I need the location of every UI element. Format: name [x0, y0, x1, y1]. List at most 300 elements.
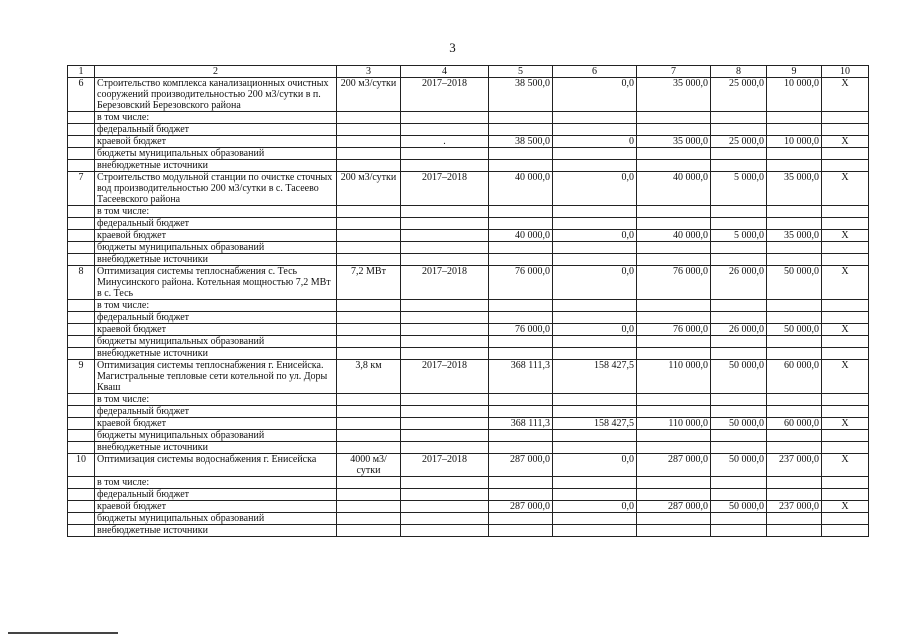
table-cell: 0,0 [553, 230, 637, 242]
table-cell: федеральный бюджет [95, 218, 337, 230]
table-cell [822, 513, 869, 525]
table-cell: 200 м3/сутки [337, 172, 401, 206]
table-cell: 50 000,0 [711, 501, 767, 513]
table-cell [337, 525, 401, 537]
table-cell: 10 [68, 454, 95, 477]
table-cell [68, 230, 95, 242]
table-cell [553, 206, 637, 218]
table-cell: 368 111,3 [489, 418, 553, 430]
table-cell: 287 000,0 [489, 454, 553, 477]
table-cell: 6 [68, 78, 95, 112]
table-subrow [68, 525, 869, 537]
table-subrow [68, 218, 869, 230]
table-cell [767, 254, 822, 266]
table-cell [68, 124, 95, 136]
table-cell: федеральный бюджет [95, 406, 337, 418]
table-cell [553, 489, 637, 501]
table-cell [68, 336, 95, 348]
table-cell: 3,8 км [337, 360, 401, 394]
table-cell [68, 148, 95, 160]
table-cell [822, 442, 869, 454]
table-cell: 4000 м3/сутки [337, 454, 401, 477]
table-cell: 50 000,0 [711, 360, 767, 394]
table-cell: Х [822, 454, 869, 477]
table-cell: 0,0 [553, 324, 637, 336]
table-cell [822, 242, 869, 254]
table-cell [553, 300, 637, 312]
table-cell [489, 348, 553, 360]
table-cell [637, 394, 711, 406]
table-cell: 0,0 [553, 266, 637, 300]
table-cell: 35 000,0 [767, 230, 822, 242]
table-cell [489, 300, 553, 312]
table-cell [553, 430, 637, 442]
table-cell [711, 218, 767, 230]
table-cell [767, 160, 822, 172]
table-cell [68, 348, 95, 360]
table-cell: 35 000,0 [637, 136, 711, 148]
table-cell [637, 406, 711, 418]
table-cell [767, 148, 822, 160]
table-cell [767, 124, 822, 136]
table-cell [711, 148, 767, 160]
table-cell [401, 442, 489, 454]
table-cell [822, 525, 869, 537]
table-cell [822, 124, 869, 136]
table-subrow [68, 430, 869, 442]
table-cell: Оптимизация системы теплоснабжения г. Енисейска. Магистральные тепловые сети котельной по ул. Доры Кваш [95, 360, 337, 394]
table-cell [822, 489, 869, 501]
table-cell: в том числе: [95, 394, 337, 406]
table-cell: 0,0 [553, 172, 637, 206]
table-cell [637, 477, 711, 489]
table-cell [337, 242, 401, 254]
table-cell [337, 406, 401, 418]
table-cell [401, 501, 489, 513]
table-cell [711, 348, 767, 360]
table-cell [68, 442, 95, 454]
table-cell [489, 430, 553, 442]
table-cell [553, 336, 637, 348]
table-cell [822, 430, 869, 442]
table-cell [767, 242, 822, 254]
table-row [68, 360, 869, 394]
table-cell: 40 000,0 [489, 172, 553, 206]
table-cell [401, 513, 489, 525]
table-cell [637, 525, 711, 537]
table-cell: краевой бюджет [95, 418, 337, 430]
table-cell: Строительство модульной станции по очистке сточных вод производительностью 200 м3/сутки в с. Тасеево Тасеевского района [95, 172, 337, 206]
table-cell: Х [822, 360, 869, 394]
table-cell [401, 430, 489, 442]
table-cell: Х [822, 172, 869, 206]
table-cell [337, 477, 401, 489]
table-cell [767, 218, 822, 230]
table-cell [711, 160, 767, 172]
table-cell [337, 489, 401, 501]
table-cell [68, 218, 95, 230]
table-cell [637, 218, 711, 230]
table-cell: краевой бюджет [95, 230, 337, 242]
table-cell [68, 525, 95, 537]
table-cell [553, 312, 637, 324]
table-cell [401, 148, 489, 160]
table-subrow [68, 406, 869, 418]
header-cell: 8 [711, 66, 767, 78]
table-cell [637, 112, 711, 124]
table-cell: 237 000,0 [767, 454, 822, 477]
header-cell: 3 [337, 66, 401, 78]
table-cell [401, 112, 489, 124]
table-cell: 60 000,0 [767, 360, 822, 394]
table-cell [553, 477, 637, 489]
table-cell: 26 000,0 [711, 324, 767, 336]
table-cell: 40 000,0 [637, 230, 711, 242]
table-cell: Х [822, 501, 869, 513]
table-cell [68, 394, 95, 406]
table-cell: 2017–2018 [401, 360, 489, 394]
table-subrow [68, 230, 869, 242]
table-cell: Х [822, 136, 869, 148]
table-subrow [68, 324, 869, 336]
table-row [68, 172, 869, 206]
table-cell: федеральный бюджет [95, 312, 337, 324]
table-cell [711, 312, 767, 324]
table-subrow [68, 300, 869, 312]
table-cell [68, 406, 95, 418]
table-cell: 50 000,0 [767, 266, 822, 300]
table-cell [711, 430, 767, 442]
table-cell [767, 513, 822, 525]
table-cell [337, 218, 401, 230]
table-cell [822, 148, 869, 160]
table-cell [637, 336, 711, 348]
table-cell [822, 300, 869, 312]
table-cell: бюджеты муниципальных образований [95, 148, 337, 160]
table-cell [553, 394, 637, 406]
table-subrow [68, 418, 869, 430]
table-cell: 25 000,0 [711, 136, 767, 148]
table-subrow [68, 124, 869, 136]
table-cell [489, 148, 553, 160]
table-cell [401, 300, 489, 312]
table-cell [68, 477, 95, 489]
table-cell [337, 442, 401, 454]
table-cell [337, 312, 401, 324]
table-cell [489, 218, 553, 230]
table-cell [489, 442, 553, 454]
table-cell: 0,0 [553, 501, 637, 513]
table-cell [711, 112, 767, 124]
table-cell [822, 206, 869, 218]
table-cell [401, 336, 489, 348]
table-cell [637, 312, 711, 324]
budget-table [67, 65, 869, 537]
table-cell: 50 000,0 [711, 418, 767, 430]
table-cell [401, 242, 489, 254]
table-cell [337, 300, 401, 312]
table-cell: 287 000,0 [637, 454, 711, 477]
table-cell [711, 513, 767, 525]
table-cell: 40 000,0 [637, 172, 711, 206]
table-cell [767, 489, 822, 501]
table-subrow [68, 489, 869, 501]
table-cell: 10 000,0 [767, 136, 822, 148]
table-cell: 368 111,3 [489, 360, 553, 394]
table-cell [767, 525, 822, 537]
table-cell [711, 525, 767, 537]
page-number: 3 [449, 40, 456, 55]
table-cell: 26 000,0 [711, 266, 767, 300]
table-cell [711, 477, 767, 489]
table-cell [767, 112, 822, 124]
table-cell [337, 112, 401, 124]
table-cell: Оптимизация системы водоснабжения г. Енисейска [95, 454, 337, 477]
table-cell: в том числе: [95, 112, 337, 124]
table-cell [711, 336, 767, 348]
table-cell [637, 254, 711, 266]
table-cell [711, 406, 767, 418]
table-cell [637, 242, 711, 254]
table-cell: 5 000,0 [711, 172, 767, 206]
header-cell: 4 [401, 66, 489, 78]
table-cell [553, 148, 637, 160]
table-cell: в том числе: [95, 477, 337, 489]
table-cell: в том числе: [95, 206, 337, 218]
table-cell [489, 394, 553, 406]
table-cell [553, 254, 637, 266]
table-cell: внебюджетные источники [95, 254, 337, 266]
table-cell [337, 394, 401, 406]
table-cell [767, 300, 822, 312]
table-subrow [68, 112, 869, 124]
table-cell: федеральный бюджет [95, 489, 337, 501]
table-cell [401, 124, 489, 136]
table-cell [553, 124, 637, 136]
table-cell [711, 300, 767, 312]
table-cell: 237 000,0 [767, 501, 822, 513]
table-cell [68, 242, 95, 254]
table-cell [822, 348, 869, 360]
table-cell [68, 254, 95, 266]
table-cell: 2017–2018 [401, 172, 489, 206]
table-cell: бюджеты муниципальных образований [95, 513, 337, 525]
table-cell [401, 406, 489, 418]
table-subrow [68, 336, 869, 348]
table-cell [489, 406, 553, 418]
table-cell [337, 418, 401, 430]
table-cell: Х [822, 324, 869, 336]
table-cell [711, 124, 767, 136]
table-cell [767, 477, 822, 489]
table-cell [637, 206, 711, 218]
table-cell: Оптимизация системы теплоснабжения с. Тесь Минусинского района. Котельная мощностью 7,2 МВт в с. Тесь [95, 266, 337, 300]
table-cell [68, 501, 95, 513]
footer-rule [8, 632, 118, 634]
table-subrow [68, 513, 869, 525]
table-cell [489, 206, 553, 218]
table-cell [337, 348, 401, 360]
table-cell: краевой бюджет [95, 501, 337, 513]
table-cell [68, 312, 95, 324]
table-cell [822, 112, 869, 124]
table-cell: 287 000,0 [637, 501, 711, 513]
table-cell: внебюджетные источники [95, 348, 337, 360]
table-cell [553, 218, 637, 230]
table-cell: . [401, 136, 489, 148]
table-cell [401, 206, 489, 218]
table-cell [337, 501, 401, 513]
table-cell [711, 442, 767, 454]
table-cell [68, 489, 95, 501]
table-cell [637, 489, 711, 501]
table-subrow [68, 206, 869, 218]
table-cell [489, 254, 553, 266]
table-cell [337, 336, 401, 348]
table-subrow [68, 348, 869, 360]
table-cell [489, 112, 553, 124]
table-cell [401, 394, 489, 406]
table-cell [637, 442, 711, 454]
table-cell: 25 000,0 [711, 78, 767, 112]
table-cell: Х [822, 230, 869, 242]
header-cell: 10 [822, 66, 869, 78]
table-cell [337, 148, 401, 160]
table-cell [553, 406, 637, 418]
table-cell [637, 148, 711, 160]
header-cell: 7 [637, 66, 711, 78]
table-subrow [68, 501, 869, 513]
table-cell: 158 427,5 [553, 418, 637, 430]
table-cell [489, 160, 553, 172]
table-cell: Х [822, 78, 869, 112]
table-cell [767, 348, 822, 360]
table-cell [637, 348, 711, 360]
table-cell [68, 418, 95, 430]
table-cell [337, 206, 401, 218]
table-cell: бюджеты муниципальных образований [95, 336, 337, 348]
table-cell [68, 513, 95, 525]
table-cell: 76 000,0 [489, 266, 553, 300]
table-cell: 40 000,0 [489, 230, 553, 242]
table-cell: 0 [553, 136, 637, 148]
table-cell [553, 348, 637, 360]
table-cell: 35 000,0 [637, 78, 711, 112]
table-cell [711, 489, 767, 501]
table-cell [337, 430, 401, 442]
table-cell [489, 513, 553, 525]
table-cell: бюджеты муниципальных образований [95, 242, 337, 254]
table-cell [767, 430, 822, 442]
table-cell: Х [822, 418, 869, 430]
table-cell: 38 500,0 [489, 136, 553, 148]
table-cell: бюджеты муниципальных образований [95, 430, 337, 442]
table-cell [711, 394, 767, 406]
table-cell [68, 430, 95, 442]
table-cell [337, 124, 401, 136]
table-cell: краевой бюджет [95, 324, 337, 336]
table-cell: внебюджетные источники [95, 442, 337, 454]
table-cell [401, 218, 489, 230]
table-cell [337, 136, 401, 148]
table-cell: 50 000,0 [767, 324, 822, 336]
table-cell [822, 254, 869, 266]
table-cell [401, 160, 489, 172]
table-cell [337, 324, 401, 336]
table-cell [68, 324, 95, 336]
table-cell: внебюджетные источники [95, 160, 337, 172]
table-cell: 2017–2018 [401, 266, 489, 300]
header-cell: 9 [767, 66, 822, 78]
table-cell: 287 000,0 [489, 501, 553, 513]
table-subrow [68, 242, 869, 254]
table-cell: 38 500,0 [489, 78, 553, 112]
table-cell: 0,0 [553, 454, 637, 477]
table-cell [637, 513, 711, 525]
table-cell: 200 м3/сутки [337, 78, 401, 112]
header-cell: 6 [553, 66, 637, 78]
table-cell: внебюджетные источники [95, 525, 337, 537]
header-cell: 1 [68, 66, 95, 78]
table-row [68, 78, 869, 112]
table-cell [767, 442, 822, 454]
table-cell: 7 [68, 172, 95, 206]
table-cell [711, 206, 767, 218]
header-cell: 5 [489, 66, 553, 78]
table-cell: 2017–2018 [401, 454, 489, 477]
table-cell [68, 206, 95, 218]
table-cell [489, 525, 553, 537]
table-cell [711, 242, 767, 254]
table-cell: 35 000,0 [767, 172, 822, 206]
table-cell: 9 [68, 360, 95, 394]
table-cell: 76 000,0 [489, 324, 553, 336]
table-cell [337, 230, 401, 242]
table-subrow [68, 477, 869, 489]
table-cell: в том числе: [95, 300, 337, 312]
table-cell [401, 418, 489, 430]
table-cell [401, 348, 489, 360]
table-cell [68, 136, 95, 148]
table-cell [767, 406, 822, 418]
table-cell: 8 [68, 266, 95, 300]
table-cell: 76 000,0 [637, 266, 711, 300]
table-cell [68, 300, 95, 312]
table-cell [767, 336, 822, 348]
table-cell [401, 254, 489, 266]
table-cell: 158 427,5 [553, 360, 637, 394]
table-cell [822, 406, 869, 418]
table-subrow [68, 136, 869, 148]
table-cell [767, 312, 822, 324]
table-cell [553, 112, 637, 124]
table-cell [68, 112, 95, 124]
table-cell [401, 230, 489, 242]
table-cell [337, 254, 401, 266]
table-cell [637, 300, 711, 312]
table-cell [767, 394, 822, 406]
table-cell: 2017–2018 [401, 78, 489, 112]
table-subrow [68, 254, 869, 266]
table-cell [822, 394, 869, 406]
table-cell [489, 242, 553, 254]
table-cell: 5 000,0 [711, 230, 767, 242]
table-cell: Строительство комплекса канализационных очистных сооружений производительностью 200 м3/сутки в п. Березовский Березовского района [95, 78, 337, 112]
table-cell: 10 000,0 [767, 78, 822, 112]
table-subrow [68, 312, 869, 324]
table-cell [489, 489, 553, 501]
table-cell [401, 312, 489, 324]
